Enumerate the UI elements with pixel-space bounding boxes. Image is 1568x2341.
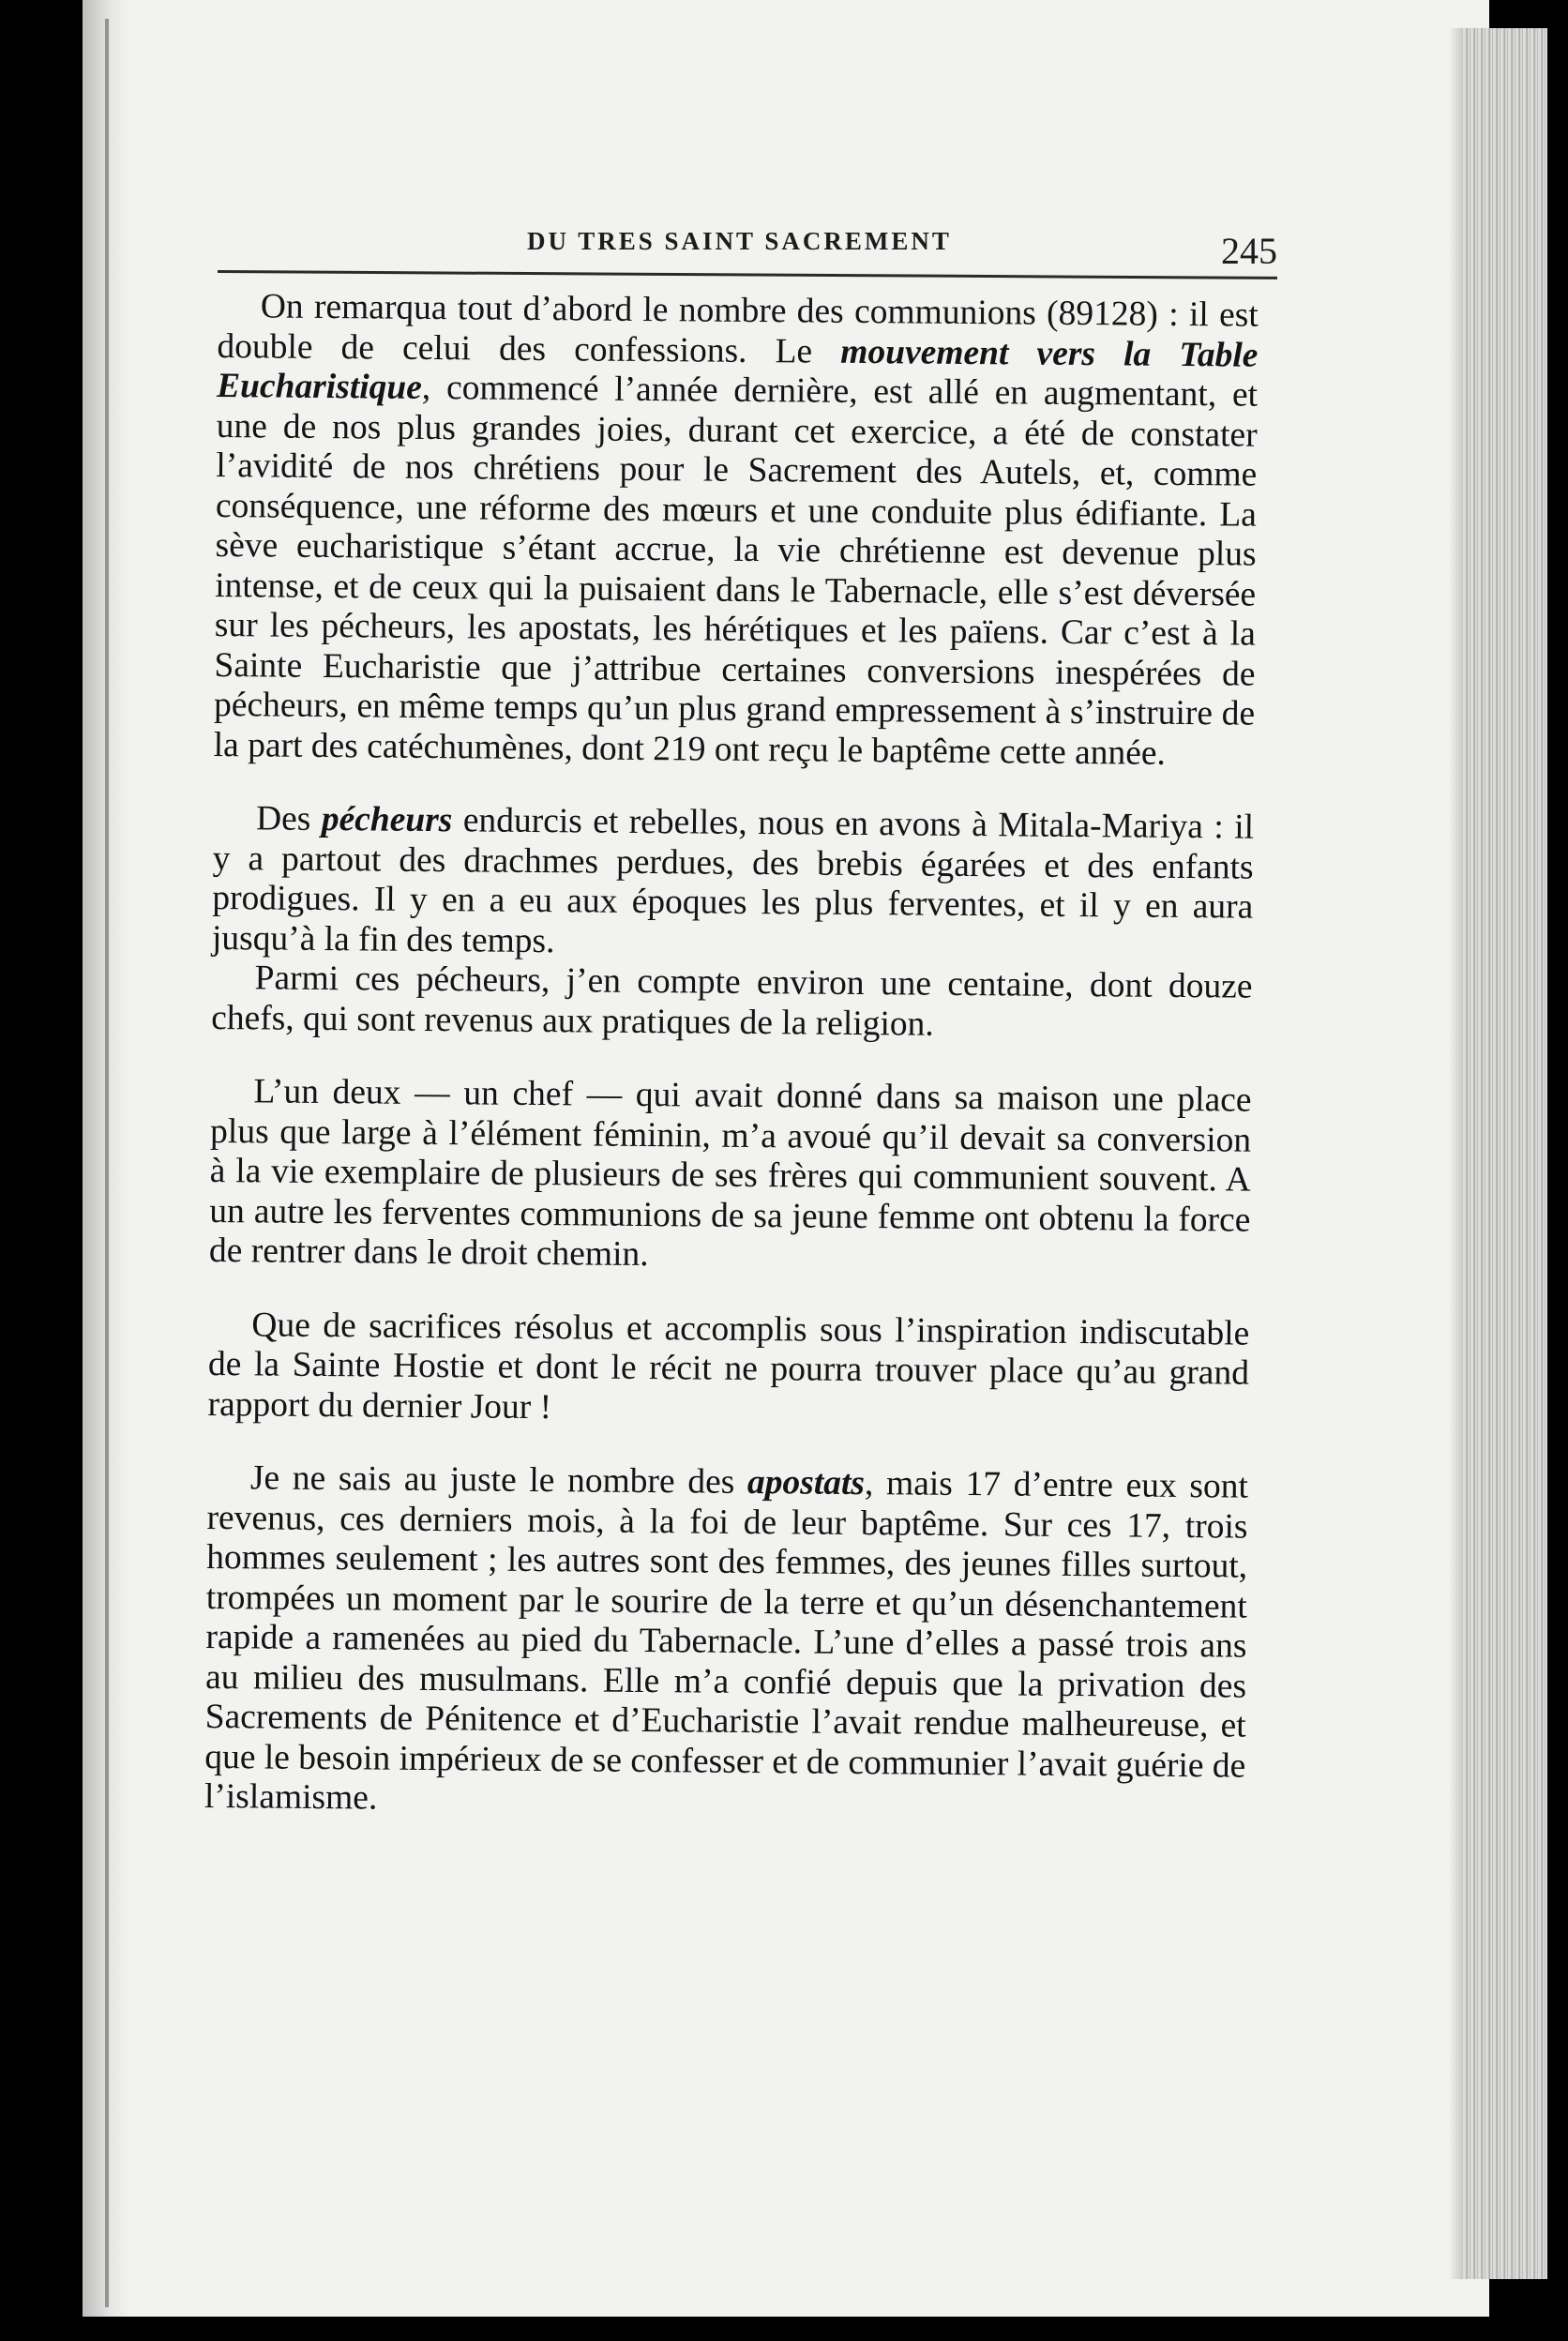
text-segment: Je ne sais au juste le nombre des (249, 1458, 748, 1502)
text-segment: On remarqua tout d’abord le nombre des communions (89128) : il est double de celui des confessions. Le (217, 287, 1259, 371)
text-segment: , mais 17 d’entre eux sont revenus, ces derniers mois, à la foi de leur baptême. Sur ces 17, trois hommes seulement ; les autres sont des femmes, des jeunes filles surtout, trompées un moment par le sourire de la terre et qu’un désenchantement rapide a ramenées au pied du Tabernacle. L’une d’elles a passé trois ans au milieu des musulmans. Elle m’a confié depuis que la privation des Sacrements de Pénitence et d’Eucharistie l’avait rendue malheureuse, et que le besoin impérieux de se confesser et de communier l’avait guérie de l’islamisme. (204, 1464, 1249, 1818)
text-segment: endurcis et rebelles, nous en avons à Mitala-Mariya : il y a partout des drachmes perdues, des brebis égarées et des enfants prodigues. Il y en a eu aux époques les plus ferventes, et il y en aura jusqu’à la fin des temps. (211, 801, 1255, 960)
body-text (204, 287, 1259, 1826)
running-header (218, 218, 1277, 276)
italic-phrase: apostats (746, 1462, 866, 1503)
paragraph-pecheurs (212, 799, 1254, 968)
paragraph-apostats (204, 1458, 1248, 1826)
paragraph-centaine (211, 959, 1253, 1048)
page-stack-edge (1463, 28, 1547, 2279)
running-title: DU TRES SAINT SACREMENT (527, 227, 952, 255)
text-segment: Que de sacrifices résolus et accomplis sous l’inspiration indiscutable de la Sainte Hostie et dont le récit ne pourra trouver place qu’au grand rapport du dernier Jour ! (207, 1305, 1250, 1427)
paragraph-sacrifices (207, 1305, 1249, 1433)
text-segment: L’un deux — un chef — qui avait donné dans sa maison une place plus que large à l’élément féminin, m’a avoué qu’il devait sa conversion à la vie exemplaire de plusieurs de ses frères qui communient souvent. A un autre les ferventes communions de sa jeune femme ont obtenu la force de rentrer dans le droit chemin. (208, 1072, 1252, 1275)
italic-phrase: mouvement vers la Table Eucharistique (216, 332, 1259, 407)
italic-phrase: pécheurs (321, 799, 453, 840)
page-number: 245 (1221, 230, 1277, 272)
paragraph-chef (209, 1072, 1252, 1280)
text-segment: Parmi ces pécheurs, j’en compte environ une centaine, dont douze chefs, qui sont revenus aux pratiques de la religion. (211, 959, 1253, 1044)
text-segment: , commencé l’année dernière, est allé en augmentant, et une de nos plus grandes joies, durant cet exercice, a été de constater l’avidité de nos chrétiens pour le Sacrement des Autels, et, comme conséquence, une réforme des mœurs et une conduite plus édifiante. La sève eucharistique s’étant accrue, la vie chrétienne est devenue plus intense, et de ceux qui la puisaient dans le Tabernacle, elle s’est déversée sur les pécheurs, les apostats, les hérétiques et les païens. Car c’est à la Sainte Eucharistie que j’attribue certaines conversions inespérées de pécheurs, en même temps qu’un plus grand empressement à s’instruire de la part des catéchumènes, dont 219 ont reçu le baptême cette année. (213, 368, 1259, 773)
paragraph-communions (214, 287, 1259, 775)
text-segment: Des (255, 799, 322, 838)
binding-edge (105, 19, 109, 2307)
